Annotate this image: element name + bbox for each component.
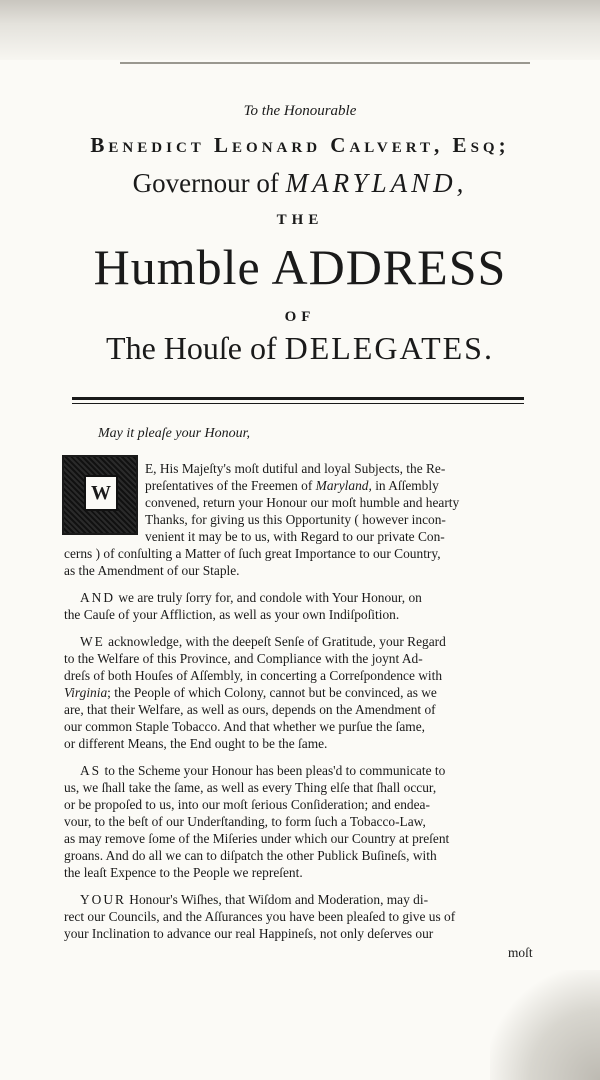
main-title: Humble ADDRESS — [93, 239, 507, 295]
scan-top-edge — [0, 0, 600, 60]
recipient-name: Benedict Leonard Calvert, Esq; — [90, 133, 510, 157]
body-line — [64, 736, 327, 752]
body-line — [80, 892, 428, 908]
body-line — [145, 495, 459, 511]
body-text-segment: rect our Councils, and the Aſſurances you have been pleaſed to give us of — [64, 909, 456, 924]
body-line — [64, 797, 430, 813]
address-to-line: To the Honourable — [243, 103, 357, 119]
body-line — [80, 763, 445, 779]
body-line — [64, 909, 455, 925]
body-line — [64, 702, 436, 718]
body-line — [80, 634, 446, 650]
body-text-segment: dreſs of both Houſes of Aſſembly, in concerting a Correſpondence with — [64, 668, 443, 683]
title-rule-thin — [72, 403, 524, 404]
of-line: OF — [284, 309, 316, 325]
body-line — [64, 926, 433, 942]
body-text-segment: are, that their Welfare, as well as ours, depends on the Amendment of — [64, 702, 436, 717]
salutation: May it pleaſe your Honour, — [98, 426, 251, 441]
body-line — [508, 945, 533, 961]
body-text-segment: Maryland, — [315, 478, 372, 493]
body-text-segment: we are truly ſorry for, and condole with Your Honour, on — [115, 590, 422, 605]
title-rule-thick — [72, 397, 524, 400]
body-text-segment: or be propoſed to us, into our moſt ſerious Conſideration; and endea- — [64, 797, 430, 812]
body-line — [64, 546, 441, 562]
body-text-segment: YOUR — [80, 892, 126, 907]
body-text-segment: your Inclination to advance our real Happineſs, not only deſerves our — [64, 926, 434, 941]
scan-corner-smudge — [490, 970, 600, 1080]
dropcap-letter: W — [84, 475, 118, 511]
body-text-segment: venient it may be to us, with Regard to our private Con- — [145, 529, 445, 544]
body-text-segment: the leaſt Expence to the People we repreſent. — [64, 865, 303, 880]
body-text-segment: E, His Majeſty's moſt dutiful and loyal Subjects, the Re- — [145, 461, 446, 476]
body-line — [64, 563, 240, 579]
body-text-segment: AND — [80, 590, 116, 605]
gov-place: MARYLAND, — [285, 168, 468, 198]
ornamental-dropcap — [62, 455, 138, 535]
body-text-segment: us, we ſhall take the ſame, as well as every Thing elſe that ſhall occur, — [64, 780, 437, 795]
body-text-segment: Honour's Wiſhes, that Wiſdom and Moderation, may di- — [125, 892, 429, 907]
body-text-segment: or different Means, the End ought to be the ſame. — [64, 736, 328, 751]
body-text-segment: in Aſſembly — [371, 478, 439, 493]
house-prefix: The Houſe of — [106, 330, 285, 366]
body-text-segment: as may remove ſome of the Miſeries under which our Country at preſent — [64, 831, 450, 846]
house-word: DELEGATES. — [284, 330, 494, 366]
body-line — [64, 685, 437, 701]
scan-top-rule — [120, 62, 530, 64]
body-line — [64, 848, 437, 864]
body-text-segment: to the Welfare of this Province, and Compliance with the joynt Ad- — [64, 651, 423, 666]
recipient-title — [0, 168, 600, 199]
body-text-segment: as the Amendment of our Staple. — [64, 563, 240, 578]
body-text-segment: to the Scheme your Honour has been pleas'd to communicate to — [101, 763, 446, 778]
body-line — [64, 780, 436, 796]
body-text-segment: our common Staple Tobacco. And that whether we purſue the ſame, — [64, 719, 426, 734]
body-line — [80, 590, 422, 606]
body-text-segment: vour, to the beſt of our Underſtanding, to form ſuch a Tobacco-Law, — [64, 814, 426, 829]
body-text-segment: the Cauſe of your Affliction, as well as your own Indiſpoſition. — [64, 607, 400, 622]
body-text-segment: Virginia — [64, 685, 108, 700]
body-text-segment: cerns ) of conſulting a Matter of ſuch great Importance to our Country, — [64, 546, 441, 561]
body-line — [145, 512, 446, 528]
body-line — [64, 651, 423, 667]
body-text-segment: groans. And do all we can to diſpatch the other Publick Buſineſs, with — [64, 848, 437, 863]
the-line: THE — [276, 212, 324, 228]
house-title — [0, 330, 600, 367]
body-text-segment: WE — [80, 634, 105, 649]
body-line — [145, 529, 445, 545]
body-line — [145, 461, 445, 477]
body-line — [64, 831, 449, 847]
body-text-segment: acknowledge, with the deepeſt Senſe of Gratitude, your Regard — [104, 634, 446, 649]
body-line — [64, 719, 425, 735]
body-text-segment: ; the People of which Colony, cannot but be convinced, as we — [107, 685, 437, 700]
body-line — [64, 668, 442, 684]
body-line — [145, 478, 439, 494]
body-line — [64, 865, 303, 881]
body-text-segment: preſentatives of the Freemen of — [145, 478, 316, 493]
body-line — [64, 607, 399, 623]
gov-prefix: Governour of — [132, 168, 286, 198]
body-text-segment: convened, return your Honour our moſt humble and hearty — [145, 495, 460, 510]
body-text-segment: AS — [80, 763, 102, 778]
body-text-segment: Thanks, for giving us this Opportunity ( however incon- — [145, 512, 446, 527]
body-line — [64, 814, 426, 830]
body-text-segment: moſt — [508, 945, 533, 960]
